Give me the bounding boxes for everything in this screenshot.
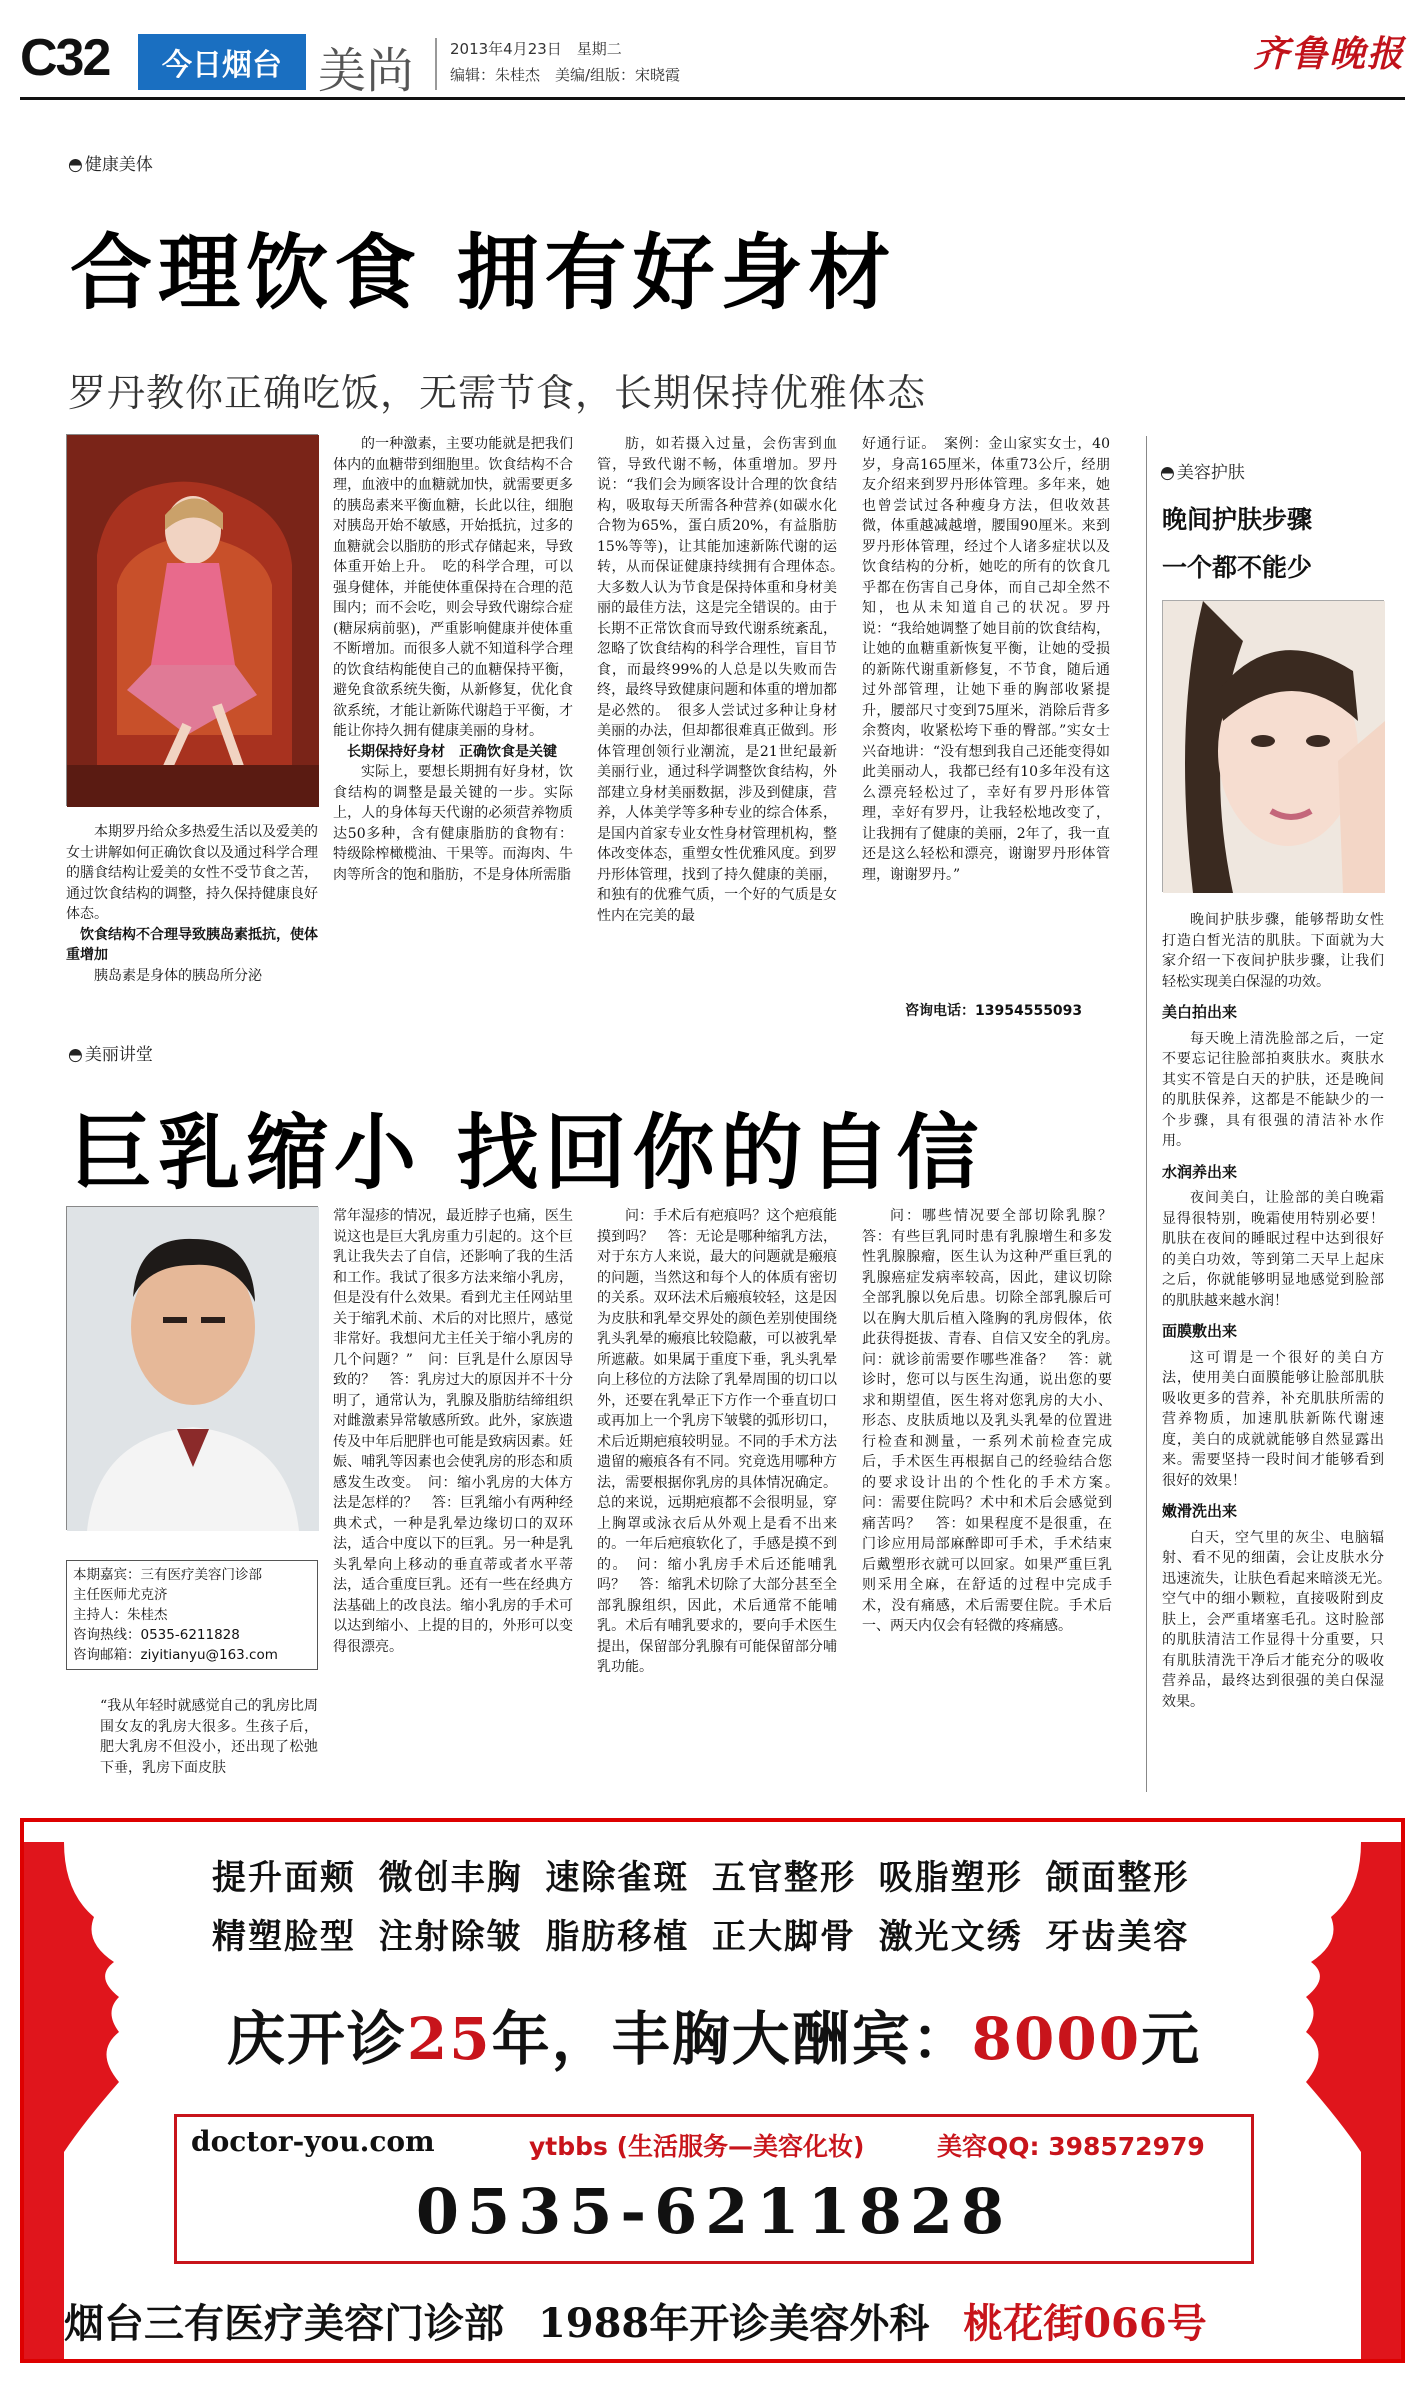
consult-phone: 咨询电话：13954555093 bbox=[905, 1003, 1083, 1019]
promo-banner bbox=[194, 1992, 1234, 2076]
service-item: 脂肪移植 bbox=[545, 1917, 690, 1957]
service-item: 吸脂塑形 bbox=[878, 1858, 1023, 1898]
ytbbs-link: ytbbs (生活服务—美容化妆) bbox=[529, 2132, 865, 2161]
sidebar-sub-3: 面膜敷出来 bbox=[1162, 1322, 1238, 1340]
service-item: 牙齿美容 bbox=[1045, 1917, 1190, 1957]
article2-title: 巨乳缩小 找回你的自信 bbox=[70, 1106, 985, 1201]
editors-line: 编辑：朱桂杰 美编/组版：宋晓霞 bbox=[450, 66, 681, 84]
article1-c2-tail: 实际上，要想长期拥有好身材，饮食结构的调整是最关键的一步。实际上，人的身体每天代谢的必须营养物质达50多种，含有健康脂肪的食物有：特级除榨橄榄油、干果等。而海肉、牛肉等所含的饱和脂肪，不是身体所需脂 bbox=[333, 764, 573, 883]
sidebar-sub-4: 嫩滑洗出来 bbox=[1162, 1502, 1238, 1520]
contact-box bbox=[174, 2114, 1254, 2264]
sidebar-text-4: 白天，空气里的灰尘、电脑辐射、看不见的细菌，会让皮肤水分迅速流失，让肤色看起来暗淡无光。 空气中的细小颗粒，直接吸附到皮肤上，会严重堵塞毛孔。这时脸部的肌肤清洁工作显得十分重要，只有肌肤清洗干净后才能充分的吸收营养品，最终达到很强的美白保湿效果。 bbox=[1162, 1529, 1398, 1710]
sidebar-body bbox=[1162, 910, 1398, 1790]
service-list bbox=[212, 1850, 1212, 1958]
guest-info-line-4: 咨询热线：0535-6211828 bbox=[73, 1627, 240, 1643]
doctor-photo bbox=[66, 1206, 318, 1530]
article2-c1: “我从年轻时就感觉自己的乳房比周围女友的乳房大很多。生孩子后，肥大乳房不但没小，还出现了松弛下垂，乳房下面皮肤 bbox=[100, 1698, 318, 1776]
sidebar-kicker: ◓ 美容护肤 bbox=[1160, 458, 1245, 483]
promo-middle: 年，丰胸大酬宾： bbox=[491, 2005, 972, 2073]
article2-column-4 bbox=[862, 1206, 1126, 1791]
page-header bbox=[20, 20, 1405, 100]
article2-column-1 bbox=[100, 1696, 318, 1786]
clinic-name: 烟台三有医疗美容门诊部 bbox=[64, 2300, 504, 2347]
service-item: 颌面整形 bbox=[1045, 1858, 1190, 1898]
skincare-model-photo bbox=[1162, 600, 1384, 892]
article1-c1-tail: 胰岛素是身体的胰岛所分泌 bbox=[94, 967, 262, 984]
newspaper-logo: 齐鲁晚报 bbox=[1252, 33, 1405, 75]
model-photo-illustration bbox=[67, 435, 319, 807]
sidebar-divider bbox=[1146, 436, 1147, 1792]
promo-prefix: 庆开诊 bbox=[226, 2005, 407, 2073]
article1-c3: 肪，如若摄入过量，会伤害到血管，导致代谢不畅，体重增加。罗丹说：“我们会为顾客设计合理的饮食结构，吸取每天所需各种营养(如碳水化合物为65%，蛋白质20%，有益脂肪15%等等)，让其能加速新陈代谢的运转，从而保证健康持续拥有合理体态。 大多数人认为节食是保持体重和身材美丽的最佳方法，这是完全错误的。由于长期不正常饮食而导致代谢系统紊乱，忽略了饮食结构的科学合理性，盲目节食，而最终99%的人总是以失败而告终，最终导致健康问题和体重的增加都是必然的。 很多人尝试过多种让身材美丽的办法，但却都很难真正做到。形体管理创领行业潮流，是21世纪最新美丽行业，通过科学调整饮食结构，外部建立身材美丽数据，涉及到健康，营养，人体美学等多种专业的综合体系，是国内首家专业女性身材管理机构，整体改变体态，重塑女性优雅风度。到罗丹形体管理，找到了持久健康的美丽，和独有的优雅气质，一个好的气质是女性内在完美的最 bbox=[597, 436, 851, 924]
service-item: 速除雀斑 bbox=[545, 1858, 690, 1898]
article2-c3: 问：手术后有疤痕吗？这个疤痕能摸到吗？ 答：无论是哪种缩乳方法，对于东方人来说，最大的问题就是瘢痕的问题，当然这和每个人的体质有密切的关系。双环法术后瘢痕较轻，这是因为皮肤和乳晕交界处的颜色差别使围绕乳头乳晕的瘢痕比较隐蔽，可以被乳晕所遮蔽。如果属于重度下垂，乳头乳晕向上移位的方法除了乳晕周围的切口以外，还要在乳晕正下方作一个垂直切口或再加上一个乳房下皱襞的弧形切口，术后近期疤痕较明显。不同的手术方法遗留的瘢痕各有不同。究竟选用哪种方法，需要根据你乳房的具体情况确定。总的来说，远期疤痕都不会很明显，穿上胸罩或泳衣后从外观上是看不出来的。一年后疤痕软化了，手感是摸不到的。 问：缩小乳房手术后还能哺乳吗？ 答：缩乳术切除了大部分甚至全部乳腺组织，因此，术后通常不能哺乳。术后有哺乳要求的，要向手术医生提出，保留部分乳腺有可能保留部分哺乳功能。 bbox=[597, 1208, 837, 1675]
sidebar-intro: 晚间护肤步骤，能够帮助女性打造白皙光洁的肌肤。下面就为大家介绍一下夜间护肤步骤，让我们轻松实现美白保湿的功效。 bbox=[1162, 912, 1384, 990]
channel-name: 美尚 bbox=[318, 43, 415, 99]
article2-column-2 bbox=[333, 1206, 573, 1791]
clinic-phone: 0535-6211828 bbox=[415, 2175, 1013, 2248]
sidebar-text-1: 每天晚上清洗脸部之后，一定不要忘记往脸部拍爽肤水。爽肤水其实不管是白天的护肤，还是晚间的肌肤保养，这都是不能缺少的一个步骤，具有很强的清洁补水作用。 bbox=[1162, 1030, 1384, 1149]
article1-column-4 bbox=[862, 434, 1110, 1002]
header-divider bbox=[435, 38, 437, 90]
subhead-b: 长期保持好身材 正确饮食是关键 bbox=[347, 743, 557, 760]
issue-date: 2013年4月23日 星期二 bbox=[450, 40, 622, 58]
article1-caption: 本期罗丹给众多热爱生活以及爱美的女士讲解如何正确饮食以及通过科学合理的膳食结构让爱美的女性不受节食之苦，通过饮食结构的调整，持久保持健康良好体态。 bbox=[66, 824, 318, 922]
guest-info-line-2: 主任医师尤克济 bbox=[73, 1587, 168, 1603]
guest-info-line-3: 主持人：朱桂杰 bbox=[73, 1607, 168, 1623]
service-item: 激光文绣 bbox=[878, 1917, 1023, 1957]
qq-number: 美容QQ: 398572979 bbox=[937, 2132, 1205, 2161]
clinic-since: 1988年开诊美容外科 bbox=[537, 2300, 930, 2347]
article1-column-1 bbox=[66, 822, 318, 1022]
sidebar-text-2: 夜间美白，让脸部的美白晚霜显得很特别，晚霜使用特别必要！肌肤在夜间的睡眠过程中达到很好的美白功效，等到第二天早上起床之后，你就能够明显地感觉到脸部的肌肤越来越水润！ bbox=[1162, 1190, 1384, 1309]
clinic-advertisement bbox=[20, 1818, 1405, 2363]
service-item: 微创丰胸 bbox=[378, 1858, 523, 1898]
article1-c2: 的一种激素，主要功能就是把我们体内的血糖带到细胞里。饮食结构不合理，血液中的血糖就加快，就需要更多的胰岛素来平衡血糖，长此以往，细胞对胰岛开始不敏感，开始抵抗，过多的血糖就会以脂肪的形式存储起来，导致体重开始上升。 吃的科学合理，可以强身健体，并能使体重保持在合理的范围内；而不会吃，则会导致代谢综合症(糖尿病前驱)，严重影响健康并使体重不断增加。而很多人就不知道科学合理的饮食结构能使自己的血糖保持平衡，避免食欲系统失衡，从新修复，优化食欲系统，才能让新陈代谢趋于平衡，才能让你持久拥有健康美丽的身材。 bbox=[333, 436, 573, 739]
article2-column-3 bbox=[597, 1206, 837, 1791]
subhead-a: 饮食结构不合理导致胰岛素抵抗，使体重增加 bbox=[66, 926, 318, 963]
article2-c4: 问：哪些情况要全部切除乳腺？ 答：有些巨乳同时患有乳腺增生和多发性乳腺腺瘤，医生认为这种严重巨乳的乳腺癌症发病率较高，因此，建议切除全部乳腺以免后患。切除全部乳腺后可以在胸大肌后植入隆胸的乳房假体，依此获得挺拔、青春、自信又安全的乳房。 问：就诊前需要作哪些准备？ 答：就诊时，您可以与医生沟通，说出您的要求和期望值，医生将对您乳房的大小、形态、皮肤质地以及乳头乳晕的位置进行检查和测量，一系列术前检查完成后，手术医生再根据自己的经验结合您的要求设计出的个性化的手术方案。 问：需要住院吗？术中和术后会感觉到痛苦吗？ 答：如果程度不是很重，在门诊应用局部麻醉即可手术，手术结束后戴塑形衣就可以回家。如果严重巨乳则采用全麻，在舒适的过程中完成手术，没有痛感，术后需要住院。手术后一、两天内仅会有轻微的疼痛感。 bbox=[862, 1208, 1126, 1634]
guest-info-line-5: 咨询邮箱：ziyitianyu@163.com bbox=[73, 1647, 278, 1663]
service-item: 正大脚骨 bbox=[712, 1917, 856, 1957]
clinic-address: 桃花街066号 bbox=[963, 2300, 1207, 2347]
promo-unit: 元 bbox=[1141, 2005, 1202, 2073]
section-badge: 今日烟台 bbox=[138, 34, 306, 90]
service-item: 提升面颊 bbox=[212, 1858, 356, 1898]
article1-kicker: ◓ 健康美体 bbox=[68, 150, 153, 175]
sidebar-sub-1: 美白拍出来 bbox=[1162, 1003, 1238, 1021]
clinic-footer bbox=[64, 2292, 1364, 2349]
article1-column-3 bbox=[597, 434, 851, 1022]
article1-column-2 bbox=[333, 434, 573, 1022]
article1-title: 合理饮食 拥有好身材 bbox=[70, 226, 897, 321]
website[interactable]: doctor-you.com bbox=[191, 2125, 435, 2158]
article1-c4: 好通行证。 案例：金山家实女士，40岁，身高165厘米，体重73公斤，经朋友介绍来到罗丹形体管理。多年来，她也曾尝试过各种瘦身方法，但收效甚微，体重越减越增，腰围90厘米。来到罗丹形体管理，经过个人诸多症状以及饮食结构的分析，她吃的所有的饮食几乎都在伤害自己身体，而自己却全然不知，也从未知道自己的状况。罗丹说：“我给她调整了她目前的饮食结构，让她的血糖重新恢复平衡，让她的受损的新陈代谢重新修复，不节食，随后通过外部管理，让她下垂的胸部收紧提升，腰部尺寸变到75厘米，消除后背多余赘肉，收紧松垮下垂的臀部。”实女士兴奋地讲：“没有想到我自己还能变得如此美丽动人，我都已经有10多年没有这么漂亮轻松过了，幸好有罗丹形体管理，幸好有罗丹，让我轻松地改变了，让我拥有了健康的美丽，2年了，我一直还是这么轻松和漂亮，谢谢罗丹形体管理，谢谢罗丹。” bbox=[862, 436, 1110, 883]
sidebar-title-line-2: 一个都不能少 bbox=[1162, 553, 1313, 582]
promo-price: 8000 bbox=[971, 2005, 1142, 2073]
article2-kicker: ◓ 美丽讲堂 bbox=[68, 1040, 153, 1065]
promo-years: 25 bbox=[406, 2005, 492, 2073]
article2-c2: 常年湿疹的情况，最近脖子也痛，医生说这也是巨大乳房重力引起的。这个巨乳让我失去了自信，还影响了我的生活和工作。我试了很多方法来缩小乳房，但是没有什么效果。看到尤主任网站里关于缩乳术前、术后的对比照片，感觉非常好。我想问尤主任关于缩小乳房的几个问题？” 问：巨乳是什么原因导致的？ 答：乳房过大的原因并不十分明了，通常认为，乳腺及脂肪结缔组织对雌激素异常敏感所致。此外，家族遗传及中年后肥胖也可能是致病因素。妊娠、哺乳等因素也会使乳房的形态和质感发生改变。 问：缩小乳房的大体方法是怎样的？ 答：巨乳缩小有两种经典术式，一种是乳晕边缘切口的双环法，适合中度以下的巨乳。另一种是乳头乳晕向上移动的垂直蒂或者水平蒂法，适合重度巨乳。还有一些在经典方法基础上的改良法。缩小乳房的手术可以达到缩小、上提的目的，外形可以变得很漂亮。 bbox=[333, 1208, 573, 1655]
sidebar-text-3: 这可谓是一个很好的美白方法，使用美白面膜能够让脸部肌肤吸收更多的营养，补充肌肤所需的营养物质，加速肌肤新陈代谢速度，美白的成就就能够自然显露出来。需要坚持一段时间才能够看到很好的效果！ bbox=[1162, 1349, 1384, 1489]
sidebar-sub-2: 水润养出来 bbox=[1162, 1162, 1238, 1181]
article1-subtitle: 罗丹教你正确吃饭，无需节食，长期保持优雅体态 bbox=[68, 371, 927, 415]
doctor-illustration bbox=[67, 1207, 319, 1531]
guest-info-line-1: 本期嘉宾：三有医疗美容门诊部 bbox=[73, 1567, 262, 1583]
guest-info-box bbox=[66, 1560, 318, 1670]
service-item: 注射除皱 bbox=[378, 1917, 523, 1957]
skincare-illustration bbox=[1163, 601, 1385, 893]
model-photo bbox=[66, 434, 318, 806]
service-item: 精塑脸型 bbox=[212, 1917, 356, 1957]
page-number: C32 bbox=[20, 29, 110, 87]
sidebar-title-line-1: 晚间护肤步骤 bbox=[1162, 505, 1313, 534]
service-item: 五官整形 bbox=[712, 1858, 856, 1898]
